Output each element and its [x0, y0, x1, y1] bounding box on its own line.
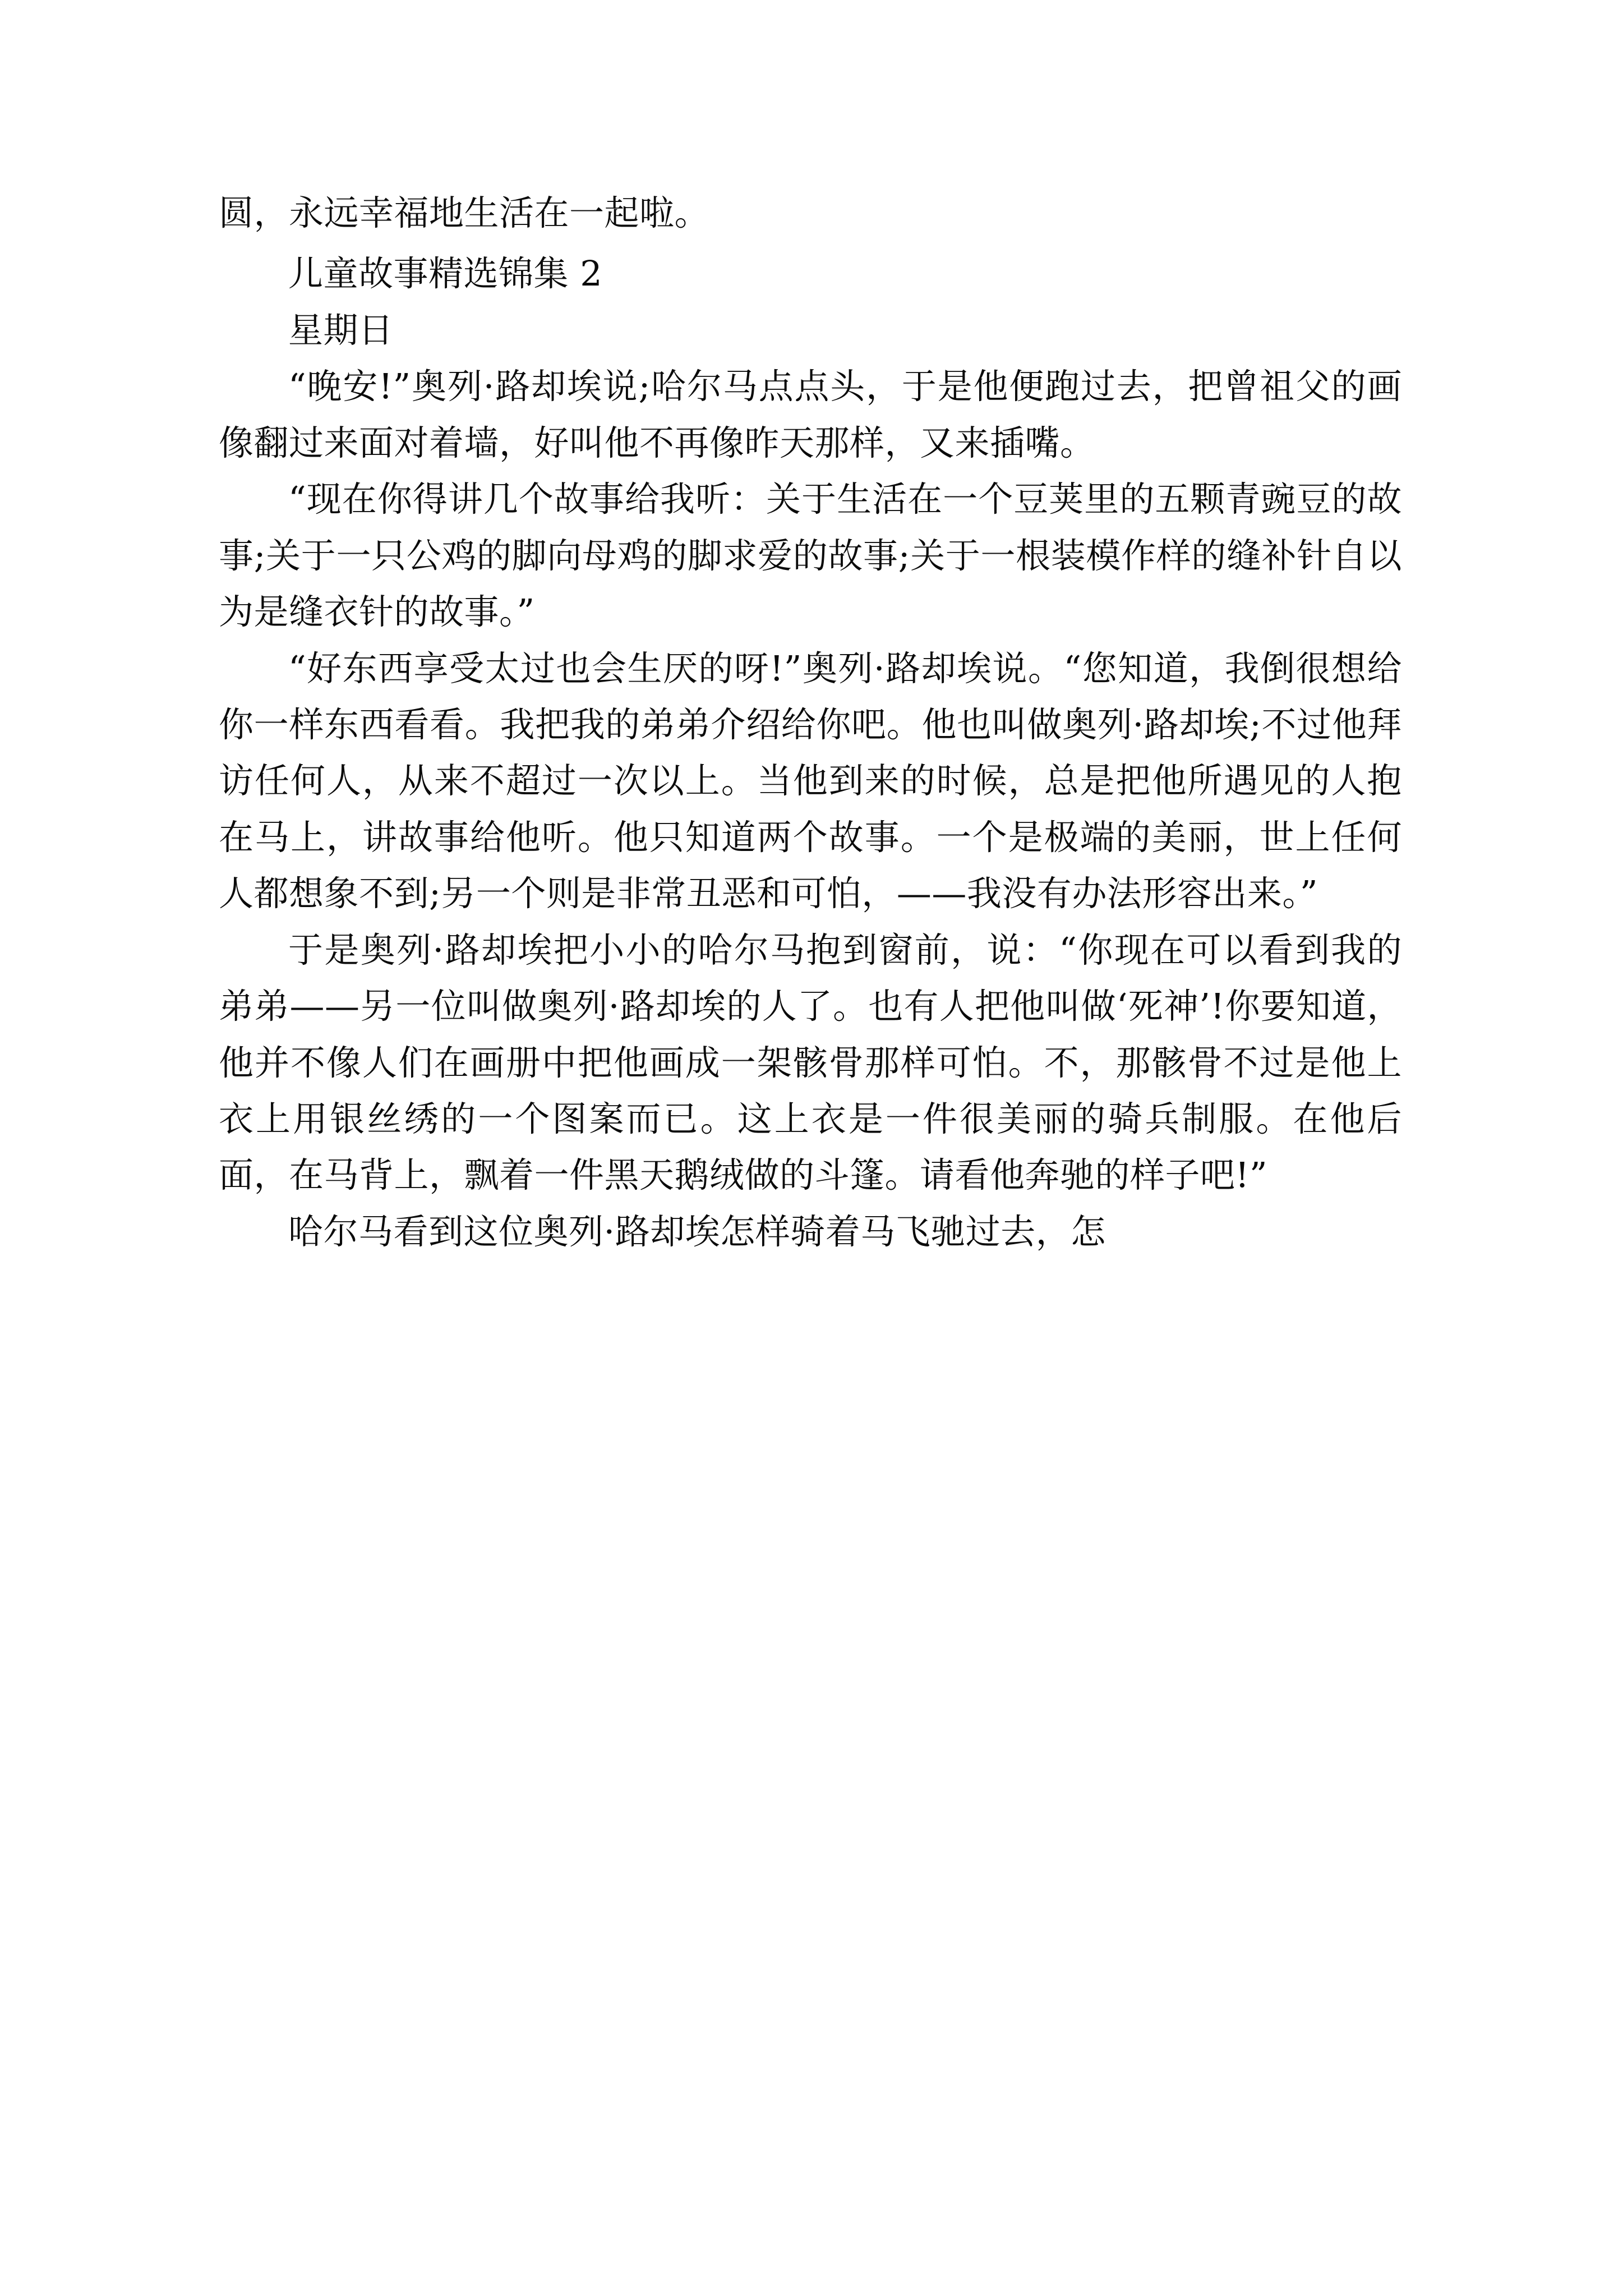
paragraph-7: 于是奥列·路却埃把小小的哈尔马抱到窗前，说：“你现在可以看到我的弟弟——另一位叫做奥列·路却埃的人了。也有人把他叫做‘死神’!你要知道，他并不像人们在画册中把他画成一架骸骨那样可怕。不，那骸骨不过是他上衣上用银丝绣的一个图案而已。这上衣是一件很美丽的骑兵制服。在他后面，在马背上，飘着一件黑天鹅绒做的斗篷。请看他奔驰的样子吧!”	[219, 929, 1402, 1196]
paragraph-4: “晚安!”奥列·路却埃说;哈尔马点点头，于是他便跑过去，把曾祖父的画像翻过来面对着墙，好叫他不再像昨天那样，又来插嘴。	[219, 366, 1402, 463]
paragraph-5: “现在你得讲几个故事给我听：关于生活在一个豆荚里的五颗青豌豆的故事;关于一只公鸡的脚向母鸡的脚求爱的故事;关于一根装模作样的缝补针自以为是缝衣针的故事。”	[219, 478, 1402, 633]
paragraph-6: “好东西享受太过也会生厌的呀!”奥列·路却埃说。“您知道，我倒很想给你一样东西看看。我把我的弟弟介绍给你吧。他也叫做奥列·路却埃;不过他拜访任何人，从来不超过一次以上。当他到来的时候，总是把他所遇见的人抱在马上，讲故事给他听。他只知道两个故事。一个是极端的美丽，世上任何人都想象不到;另一个则是非常丑恶和可怕，——我没有办法形容出来。”	[219, 647, 1402, 914]
section-heading-weekday: 星期日	[288, 309, 394, 351]
page-text-column	[219, 185, 1402, 1260]
paragraph-spacer	[219, 241, 1402, 246]
section-heading-story-title: 儿童故事精选锦集 2	[288, 253, 603, 295]
paragraph-1: 圆，永远幸福地生活在一起啦。	[219, 192, 710, 233]
paragraph-8: 哈尔马看到这位奥列·路却埃怎样骑着马飞驰过去，怎	[288, 1211, 1106, 1252]
